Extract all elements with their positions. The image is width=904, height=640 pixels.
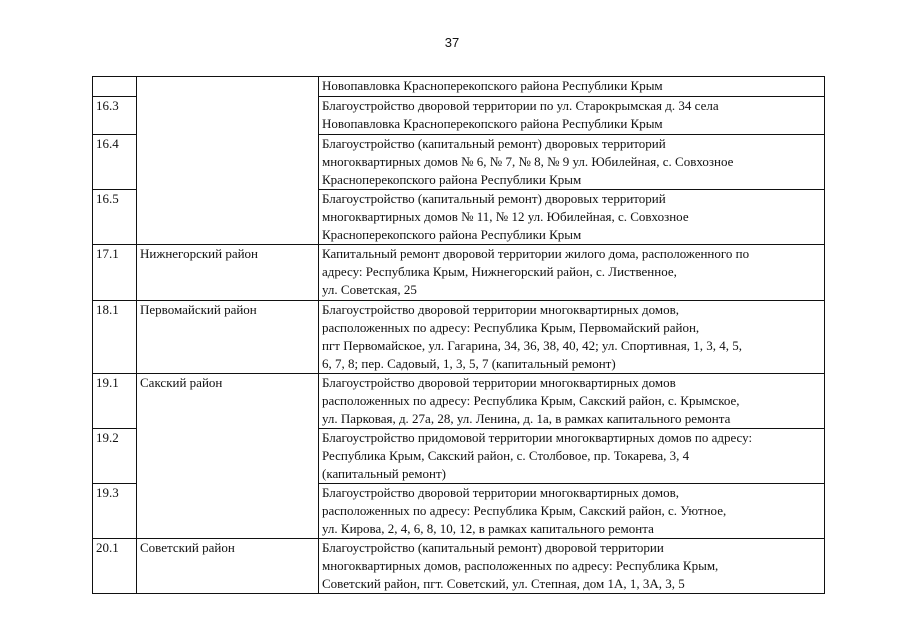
description-line: Благоустройство дворовой территории по ул. Старокрымская д. 34 села [322, 98, 719, 113]
table-row [93, 484, 825, 539]
district-name: Нижнегорский район [137, 245, 319, 301]
item-description [319, 190, 825, 245]
description-line: ул. Кирова, 2, 4, 6, 8, 10, 12, в рамках капитального ремонта [322, 521, 654, 536]
item-description [319, 135, 825, 190]
program-table [92, 76, 825, 594]
item-number: 16.5 [93, 190, 137, 245]
description-line: Благоустройство дворовой территории многоквартирных домов [322, 375, 676, 390]
description-line: Красноперекопского района Республики Крым [322, 172, 582, 187]
description-line: расположенных по адресу: Республика Крым, Первомайский район, [322, 320, 700, 335]
item-number: 17.1 [93, 245, 137, 301]
item-description [319, 429, 825, 484]
description-line: ул. Парковая, д. 27а, 28, ул. Ленина, д. 1а, в рамках капитального ремонта [322, 411, 731, 426]
item-description [319, 301, 825, 374]
item-number: 16.4 [93, 135, 137, 190]
table-row [93, 429, 825, 484]
description-line: Капитальный ремонт дворовой территории жилого дома, расположенного по [322, 246, 750, 261]
district-name [137, 190, 319, 245]
description-line: адресу: Республика Крым, Нижнегорский район, с. Лиственное, [322, 264, 677, 279]
description-line: Новопавловка Красноперекопского района Республики Крым [322, 78, 663, 93]
district-name: Первомайский район [137, 301, 319, 374]
description-line: Республика Крым, Сакский район, с. Столбовое, пр. Токарева, 3, 4 [322, 448, 690, 463]
district-name: Советский район [137, 539, 319, 594]
description-line: многоквартирных домов № 11, № 12 ул. Юбилейная, с. Совхозное [322, 209, 689, 224]
table-row [93, 374, 825, 429]
description-line: Красноперекопского района Республики Крым [322, 227, 582, 242]
description-line: Новопавловка Красноперекопского района Республики Крым [322, 116, 663, 131]
description-line: многоквартирных домов, расположенных по адресу: Республика Крым, [322, 558, 719, 573]
description-line: (капитальный ремонт) [322, 466, 446, 481]
description-line: 6, 7, 8; пер. Садовый, 1, 3, 5, 7 (капитальный ремонт) [322, 356, 616, 371]
item-number [93, 77, 137, 97]
description-line: Советский район, пгт. Советский, ул. Степная, дом 1А, 1, 3А, 3, 5 [322, 576, 685, 591]
description-line: пгт Первомайское, ул. Гагарина, 34, 36, 38, 40, 42; ул. Спортивная, 1, 3, 4, 5, [322, 338, 743, 353]
description-line: Благоустройство (капитальный ремонт) дворовых территорий [322, 136, 666, 151]
table-row [93, 245, 825, 301]
item-description [319, 374, 825, 429]
description-line: расположенных по адресу: Республика Крым, Сакский район, с. Уютное, [322, 503, 727, 518]
item-number: 19.3 [93, 484, 137, 539]
district-name: Сакский район [137, 374, 319, 429]
district-name [137, 77, 319, 97]
district-name [137, 484, 319, 539]
district-name [137, 97, 319, 135]
page-number: 37 [444, 35, 460, 50]
district-name [137, 135, 319, 190]
table-row [93, 77, 825, 97]
description-line: Благоустройство дворовой территории многоквартирных домов, [322, 302, 680, 317]
description-line: Благоустройство (капитальный ремонт) дворовых территорий [322, 191, 666, 206]
table-row [93, 301, 825, 374]
item-description [319, 245, 825, 301]
description-line: Благоустройство (капитальный ремонт) дворовой территории [322, 540, 664, 555]
district-name [137, 429, 319, 484]
table-row [93, 135, 825, 190]
item-number: 18.1 [93, 301, 137, 374]
item-description [319, 97, 825, 135]
item-number: 19.1 [93, 374, 137, 429]
item-number: 16.3 [93, 97, 137, 135]
table-row [93, 97, 825, 135]
item-number: 20.1 [93, 539, 137, 594]
item-description [319, 539, 825, 594]
description-line: расположенных по адресу: Республика Крым, Сакский район, с. Крымское, [322, 393, 740, 408]
item-description [319, 484, 825, 539]
table-row [93, 539, 825, 594]
description-line: Благоустройство дворовой территории многоквартирных домов, [322, 485, 680, 500]
description-line: многоквартирных домов № 6, № 7, № 8, № 9 ул. Юбилейная, с. Совхозное [322, 154, 734, 169]
item-number: 19.2 [93, 429, 137, 484]
description-line: ул. Советская, 25 [322, 282, 417, 297]
table-row [93, 190, 825, 245]
description-line: Благоустройство придомовой территории многоквартирных домов по адресу: [322, 430, 753, 445]
item-description [319, 77, 825, 97]
